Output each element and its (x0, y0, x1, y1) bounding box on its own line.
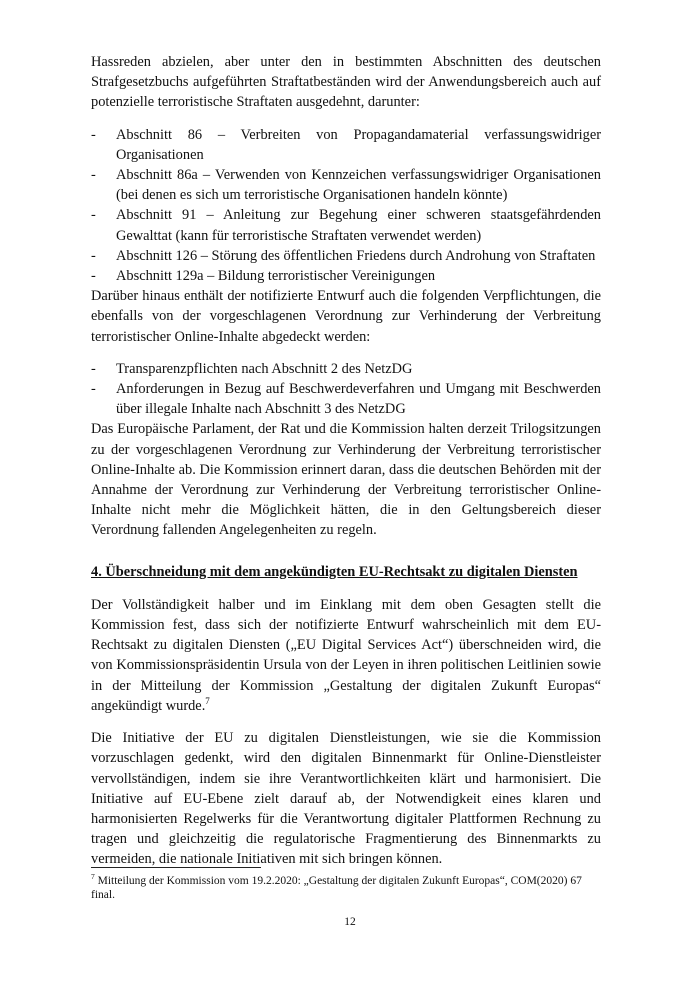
eu-initiative-paragraph: Die Initiative der EU zu digitalen Dienstleistungen, wie sie die Kommission vorzuschlagen gedenkt, wird den digitalen Binnenmarkt für Online-Dienstleister vervollständigen, indem sie ihre Verantwortlichkeiten klärt und harmonisiert. Die Initiative auf EU-Ebene zielt darauf ab, der Notwendigkeit eines klaren und harmonisierten Regelwerks für die Verantwortung digitaler Plattformen Rechnung zu tragen und gleichzeitig die regulatorische Fragmentierung des Binnenmarkts zu vermeiden, die nationale Initiativen mit sich bringen können. (91, 730, 601, 868)
list-item: - Abschnitt 91 – Anleitung zur Begehung einer schweren staatsgefährdenden Gewalttat (kann für terroristische Straftaten verwendet werden) (91, 205, 601, 245)
page-number: 12 (344, 916, 356, 928)
dsa-paragraph (91, 595, 601, 716)
list-item: - Abschnitt 86a – Verwenden von Kennzeichen verfassungswidriger Organisationen (bei denen es sich um terroristische Organisationen handeln könnte) (91, 165, 601, 205)
list-item: - Anforderungen in Bezug auf Beschwerdeverfahren und Umgang mit Beschwerden über illegale Inhalte nach Abschnitt 3 des NetzDG (91, 379, 601, 419)
footnote-divider (91, 867, 261, 868)
section-heading: 4. Überschneidung mit dem angekündigten EU-Rechtsakt zu digitalen Diensten (91, 563, 578, 580)
trilogue-paragraph: Das Europäische Parlament, der Rat und die Kommission halten derzeit Trilogsitzungen zu der vorgeschlagenen Verordnung zur Verhinderung der Verbreitung terroristischer Online-Inhalte ab. Die Kommission erinnert daran, dass die deutschen Behörden mit der Annahme der Verordnung zur Verhinderung der Verbreitung terroristischer Online-Inhalte nicht mehr die Möglichkeit hätten, die in den Geltungsbereich dieser Verordnung fallenden Angelegenheiten zu regeln. (91, 421, 601, 539)
list-item: - Abschnitt 126 – Störung des öffentlichen Friedens durch Androhung von Straftaten (91, 246, 601, 266)
document-body (91, 52, 601, 870)
obligations-list (91, 359, 601, 420)
intro-paragraph: Hassreden abzielen, aber unter den in bestimmten Abschnitten des deutschen Strafgesetzbuchs aufgeführten Straftatbeständen wird der Anwendungsbereich auch auf potenzielle terroristische Straftaten ausgedehnt, darunter: (91, 54, 601, 111)
dsa-paragraph-text: Der Vollständigkeit halber und im Einklang mit dem oben Gesagten stellt die Kommission fest, dass sich der notifizierte Entwurf wahrscheinlich mit dem EU-Rechtsakt zu digitalen Diensten („EU Digital Services Act“) überschneiden wird, die von Kommissionspräsidentin Ursula von der Leyen in ihren politischen Leitlinien sowie in der Mitteilung der Kommission „Gestaltung der digitalen Zukunft Europas“ angekündigt wurde. (91, 596, 601, 714)
list-item: - Abschnitt 86 – Verbreiten von Propagandamaterial verfassungswidriger Organisationen (91, 125, 601, 165)
criminal-code-sections-list (91, 125, 601, 287)
footnote (91, 874, 601, 902)
footnote-text: Mitteilung der Kommission vom 19.2.2020: „Gestaltung der digitalen Zukunft Europas“, COM(2020) 67 final. (91, 875, 582, 901)
footnote-number: 7 (91, 872, 95, 882)
obligations-paragraph: Darüber hinaus enthält der notifizierte Entwurf auch die folgenden Verpflichtungen, die ebenfalls von der vorgeschlagenen Verordnung zur Verhinderung der Verbreitung terroristischer Online-Inhalte abgedeckt werden: (91, 288, 601, 345)
list-item: - Transparenzpflichten nach Abschnitt 2 des NetzDG (91, 359, 601, 379)
list-item: - Abschnitt 129a – Bildung terroristischer Vereinigungen (91, 266, 601, 286)
footnote-reference: 7 (205, 696, 210, 707)
